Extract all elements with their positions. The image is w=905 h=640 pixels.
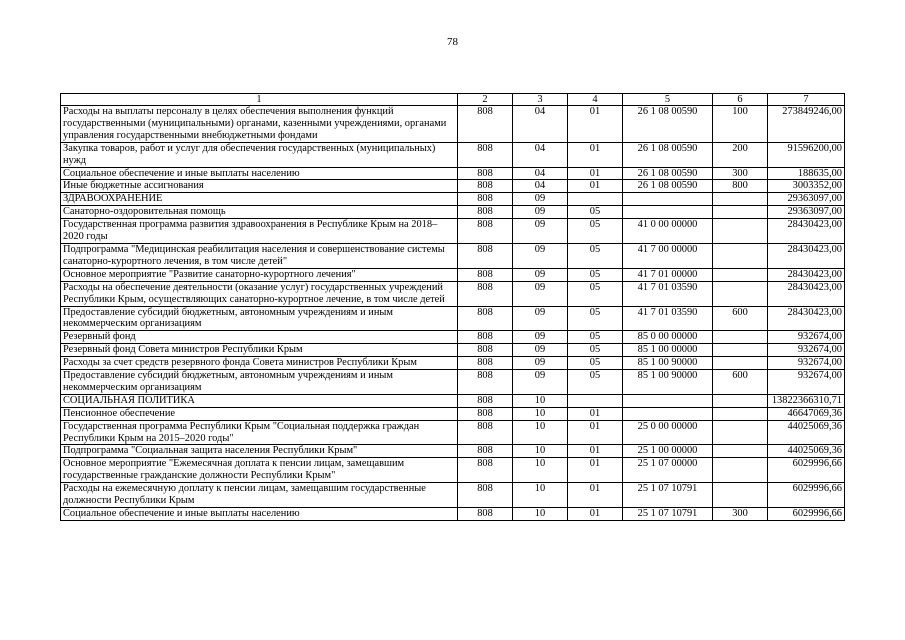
section-code-cell: 09	[513, 357, 568, 370]
table-row	[61, 206, 845, 219]
page-number: 78	[447, 36, 458, 48]
target-article-cell: 25 1 00 00000	[623, 445, 713, 458]
target-article-cell: 26 1 08 00590	[623, 167, 713, 180]
subsection-code-cell: 01	[568, 445, 623, 458]
subsection-code-cell: 05	[568, 281, 623, 306]
subsection-code-cell	[568, 394, 623, 407]
row-name-cell: Предоставление субсидий бюджетным, автономным учреждениям и иным некоммерческим организациям	[61, 370, 458, 395]
table-row	[61, 357, 845, 370]
target-article-cell: 26 1 08 00590	[623, 180, 713, 193]
subsection-code-cell	[568, 193, 623, 206]
amount-cell: 932674,00	[768, 370, 845, 395]
target-article-cell: 25 1 07 00000	[623, 458, 713, 483]
column-header: 5	[623, 94, 713, 106]
column-header: 7	[768, 94, 845, 106]
budget-table	[60, 93, 845, 521]
amount-cell: 273849246,00	[768, 106, 845, 143]
section-code-cell: 09	[513, 268, 568, 281]
row-name-cell: Пенсионное обеспечение	[61, 407, 458, 420]
table-row	[61, 306, 845, 331]
admin-code-cell: 808	[458, 167, 513, 180]
row-name-cell: Закупка товаров, работ и услуг для обеспечения государственных (муниципальных) нужд	[61, 142, 458, 167]
expense-type-cell	[713, 344, 768, 357]
admin-code-cell: 808	[458, 357, 513, 370]
row-name-cell: Государственная программа Республики Крым "Социальная поддержка граждан Республики Крым на 2015–2020 годы"	[61, 420, 458, 445]
subsection-code-cell: 01	[568, 142, 623, 167]
table-row	[61, 167, 845, 180]
row-name-cell: СОЦИАЛЬНАЯ ПОЛИТИКА	[61, 394, 458, 407]
subsection-code-cell: 01	[568, 180, 623, 193]
subsection-code-cell: 05	[568, 344, 623, 357]
row-name-cell: ЗДРАВООХРАНЕНИЕ	[61, 193, 458, 206]
admin-code-cell: 808	[458, 206, 513, 219]
row-name-cell: Социальное обеспечение и иные выплаты населению	[61, 508, 458, 521]
table-row	[61, 281, 845, 306]
target-article-cell: 85 1 00 00000	[623, 344, 713, 357]
section-code-cell: 04	[513, 106, 568, 143]
amount-cell: 28430423,00	[768, 281, 845, 306]
amount-cell: 932674,00	[768, 357, 845, 370]
expense-type-cell: 600	[713, 306, 768, 331]
amount-cell: 44025069,36	[768, 445, 845, 458]
section-code-cell: 09	[513, 281, 568, 306]
amount-cell: 3003352,00	[768, 180, 845, 193]
section-code-cell: 10	[513, 458, 568, 483]
admin-code-cell: 808	[458, 180, 513, 193]
amount-cell: 6029996,66	[768, 508, 845, 521]
section-code-cell: 10	[513, 483, 568, 508]
target-article-cell: 85 1 00 90000	[623, 357, 713, 370]
section-code-cell: 04	[513, 180, 568, 193]
table-row	[61, 407, 845, 420]
row-name-cell: Предоставление субсидий бюджетным, автономным учреждениям и иным некоммерческим организациям	[61, 306, 458, 331]
admin-code-cell: 808	[458, 420, 513, 445]
table-row	[61, 106, 845, 143]
amount-cell: 6029996,66	[768, 483, 845, 508]
admin-code-cell: 808	[458, 344, 513, 357]
expense-type-cell	[713, 357, 768, 370]
admin-code-cell: 808	[458, 106, 513, 143]
row-name-cell: Расходы на ежемесячную доплату к пенсии лицам, замещавшим государственные должности Республики Крым	[61, 483, 458, 508]
row-name-cell: Основное мероприятие "Развитие санаторно-курортного лечения"	[61, 268, 458, 281]
amount-cell: 932674,00	[768, 344, 845, 357]
section-code-cell: 10	[513, 445, 568, 458]
expense-type-cell	[713, 394, 768, 407]
target-article-cell	[623, 407, 713, 420]
expense-type-cell	[713, 458, 768, 483]
target-article-cell: 26 1 08 00590	[623, 106, 713, 143]
target-article-cell: 41 7 01 03590	[623, 306, 713, 331]
admin-code-cell: 808	[458, 331, 513, 344]
admin-code-cell: 808	[458, 458, 513, 483]
admin-code-cell: 808	[458, 219, 513, 244]
row-name-cell: Подпрограмма "Медицинская реабилитация населения и совершенствование системы санаторно-курортного лечения, в том числе детей"	[61, 243, 458, 268]
subsection-code-cell: 05	[568, 206, 623, 219]
table-header-row	[61, 94, 845, 106]
subsection-code-cell: 05	[568, 357, 623, 370]
target-article-cell	[623, 206, 713, 219]
subsection-code-cell: 05	[568, 370, 623, 395]
row-name-cell: Подпрограмма "Социальная защита населения Республики Крым"	[61, 445, 458, 458]
row-name-cell: Расходы за счет средств резервного фонда Совета министров Республики Крым	[61, 357, 458, 370]
expense-type-cell	[713, 206, 768, 219]
table-row	[61, 180, 845, 193]
amount-cell: 6029996,66	[768, 458, 845, 483]
expense-type-cell: 600	[713, 370, 768, 395]
section-code-cell: 10	[513, 420, 568, 445]
target-article-cell: 26 1 08 00590	[623, 142, 713, 167]
amount-cell: 46647069,36	[768, 407, 845, 420]
admin-code-cell: 808	[458, 370, 513, 395]
subsection-code-cell: 05	[568, 268, 623, 281]
column-header: 6	[713, 94, 768, 106]
amount-cell: 932674,00	[768, 331, 845, 344]
section-code-cell: 09	[513, 243, 568, 268]
subsection-code-cell: 05	[568, 243, 623, 268]
subsection-code-cell: 01	[568, 106, 623, 143]
admin-code-cell: 808	[458, 142, 513, 167]
row-name-cell: Иные бюджетные ассигнования	[61, 180, 458, 193]
amount-cell: 29363097,00	[768, 206, 845, 219]
subsection-code-cell: 05	[568, 331, 623, 344]
section-code-cell: 09	[513, 219, 568, 244]
row-name-cell: Государственная программа развития здравоохранения в Республике Крым на 2018–2020 годы	[61, 219, 458, 244]
target-article-cell: 25 1 07 10791	[623, 483, 713, 508]
row-name-cell: Расходы на обеспечение деятельности (оказание услуг) государственных учреждений Республики Крым, осуществляющих санаторно-курортное лечение, в том числе детей	[61, 281, 458, 306]
table-row	[61, 193, 845, 206]
amount-cell: 13822366310,71	[768, 394, 845, 407]
subsection-code-cell: 01	[568, 483, 623, 508]
expense-type-cell	[713, 445, 768, 458]
admin-code-cell: 808	[458, 306, 513, 331]
table-row	[61, 219, 845, 244]
column-header: 4	[568, 94, 623, 106]
admin-code-cell: 808	[458, 281, 513, 306]
admin-code-cell: 808	[458, 243, 513, 268]
expense-type-cell	[713, 407, 768, 420]
column-header: 3	[513, 94, 568, 106]
amount-cell: 28430423,00	[768, 219, 845, 244]
amount-cell: 188635,00	[768, 167, 845, 180]
amount-cell: 44025069,36	[768, 420, 845, 445]
amount-cell: 91596200,00	[768, 142, 845, 167]
row-name-cell: Основное мероприятие "Ежемесячная доплата к пенсии лицам, замещавшим государственные гражданские должности Республики Крым"	[61, 458, 458, 483]
admin-code-cell: 808	[458, 483, 513, 508]
section-code-cell: 04	[513, 142, 568, 167]
target-article-cell: 41 7 00 00000	[623, 243, 713, 268]
section-code-cell: 10	[513, 508, 568, 521]
target-article-cell: 41 7 01 03590	[623, 281, 713, 306]
table-row	[61, 394, 845, 407]
amount-cell: 28430423,00	[768, 268, 845, 281]
expense-type-cell	[713, 281, 768, 306]
row-name-cell: Резервный фонд Совета министров Республики Крым	[61, 344, 458, 357]
admin-code-cell: 808	[458, 407, 513, 420]
subsection-code-cell: 01	[568, 420, 623, 445]
table-row	[61, 458, 845, 483]
expense-type-cell	[713, 268, 768, 281]
table-row	[61, 445, 845, 458]
target-article-cell: 41 0 00 00000	[623, 219, 713, 244]
section-code-cell: 09	[513, 206, 568, 219]
admin-code-cell: 808	[458, 508, 513, 521]
row-name-cell: Социальное обеспечение и иные выплаты населению	[61, 167, 458, 180]
expense-type-cell: 300	[713, 508, 768, 521]
section-code-cell: 10	[513, 394, 568, 407]
expense-type-cell	[713, 331, 768, 344]
expense-type-cell	[713, 420, 768, 445]
section-code-cell: 09	[513, 193, 568, 206]
admin-code-cell: 808	[458, 193, 513, 206]
section-code-cell: 10	[513, 407, 568, 420]
section-code-cell: 09	[513, 344, 568, 357]
row-name-cell: Резервный фонд	[61, 331, 458, 344]
table-row	[61, 370, 845, 395]
admin-code-cell: 808	[458, 268, 513, 281]
target-article-cell: 41 7 01 00000	[623, 268, 713, 281]
expense-type-cell	[713, 483, 768, 508]
section-code-cell: 09	[513, 370, 568, 395]
table-row	[61, 508, 845, 521]
table-row	[61, 268, 845, 281]
table-row	[61, 420, 845, 445]
table-row	[61, 483, 845, 508]
target-article-cell: 25 1 07 10791	[623, 508, 713, 521]
table-body	[61, 106, 845, 521]
expense-type-cell: 200	[713, 142, 768, 167]
expense-type-cell: 100	[713, 106, 768, 143]
target-article-cell	[623, 394, 713, 407]
subsection-code-cell: 01	[568, 508, 623, 521]
subsection-code-cell: 01	[568, 407, 623, 420]
target-article-cell: 85 0 00 00000	[623, 331, 713, 344]
subsection-code-cell: 01	[568, 458, 623, 483]
table-row	[61, 331, 845, 344]
section-code-cell: 04	[513, 167, 568, 180]
row-name-cell: Санаторно-оздоровительная помощь	[61, 206, 458, 219]
expense-type-cell	[713, 219, 768, 244]
expense-type-cell	[713, 243, 768, 268]
expense-type-cell: 300	[713, 167, 768, 180]
subsection-code-cell: 05	[568, 306, 623, 331]
column-header: 2	[458, 94, 513, 106]
target-article-cell: 85 1 00 90000	[623, 370, 713, 395]
admin-code-cell: 808	[458, 445, 513, 458]
section-code-cell: 09	[513, 331, 568, 344]
table-row	[61, 142, 845, 167]
section-code-cell: 09	[513, 306, 568, 331]
subsection-code-cell: 01	[568, 167, 623, 180]
admin-code-cell: 808	[458, 394, 513, 407]
amount-cell: 28430423,00	[768, 243, 845, 268]
expense-type-cell	[713, 193, 768, 206]
table-row	[61, 243, 845, 268]
expense-type-cell: 800	[713, 180, 768, 193]
column-header: 1	[61, 94, 458, 106]
amount-cell: 28430423,00	[768, 306, 845, 331]
amount-cell: 29363097,00	[768, 193, 845, 206]
table-row	[61, 344, 845, 357]
subsection-code-cell: 05	[568, 219, 623, 244]
row-name-cell: Расходы на выплаты персоналу в целях обеспечения выполнения функций государственными (муниципальными) органами, казенными учреждениями, органами управления государственными внебюджетными фондами	[61, 106, 458, 143]
target-article-cell	[623, 193, 713, 206]
target-article-cell: 25 0 00 00000	[623, 420, 713, 445]
